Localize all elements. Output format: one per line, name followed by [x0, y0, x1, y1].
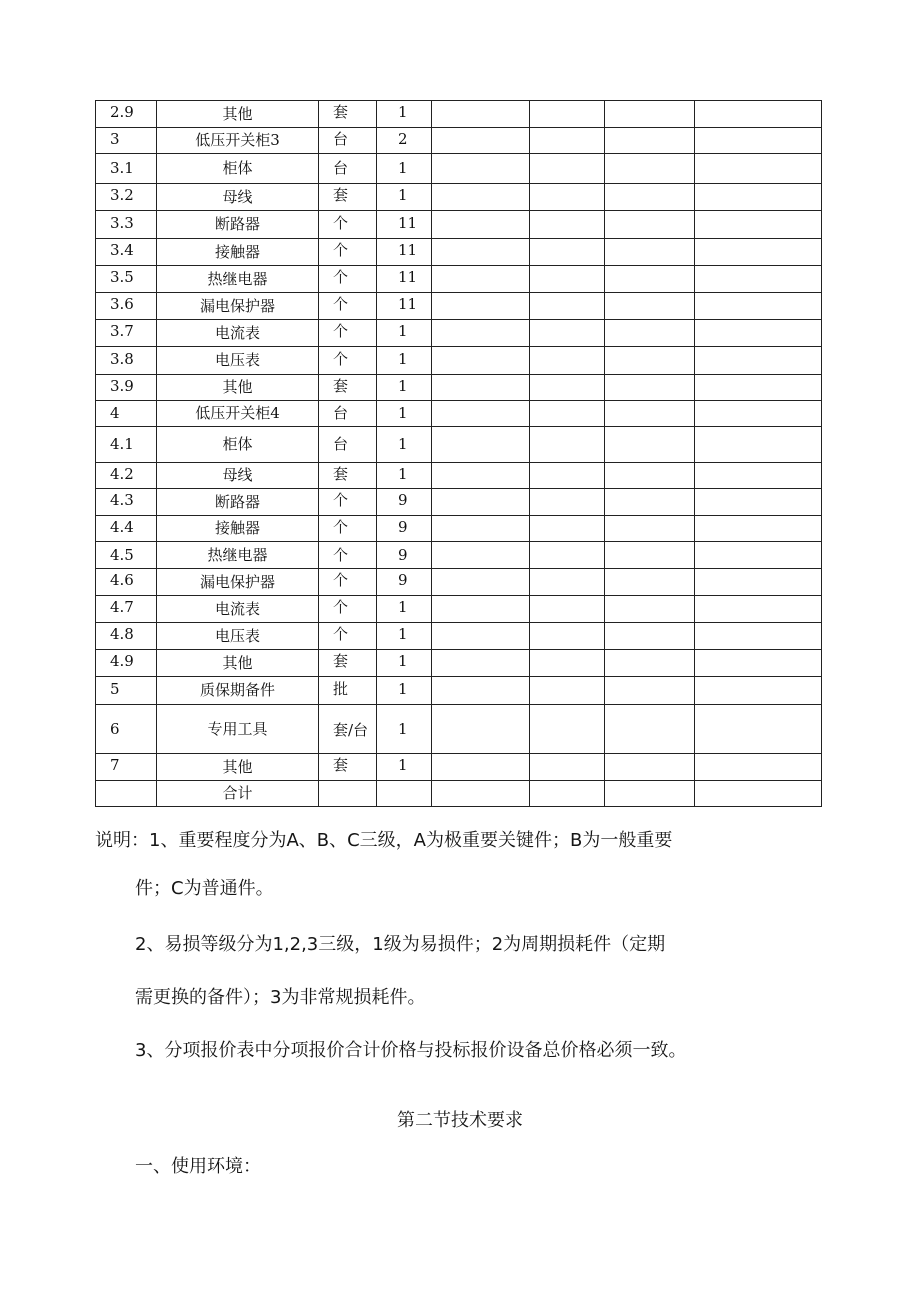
cell-empty	[605, 463, 695, 489]
cell-empty	[605, 375, 695, 401]
cell-empty	[432, 677, 530, 705]
cell-empty	[432, 463, 530, 489]
cell-item-name: 接触器	[157, 516, 319, 542]
cell-empty	[695, 347, 822, 375]
cell-empty	[530, 401, 605, 427]
cell-empty	[695, 293, 822, 320]
cell-unit: 台	[319, 128, 377, 154]
cell-empty	[432, 347, 530, 375]
table-row	[96, 754, 822, 781]
cell-item-name: 电压表	[157, 623, 319, 650]
table-row	[96, 542, 822, 569]
cell-empty	[605, 705, 695, 754]
subsection-heading: 一、使用环境：	[135, 1156, 261, 1177]
cell-empty	[432, 266, 530, 293]
table-row	[96, 489, 822, 516]
cell-empty	[695, 569, 822, 596]
cell-item-name: 柜体	[157, 427, 319, 463]
cell-unit: 个	[319, 320, 377, 347]
cell-item-no: 3.9	[96, 375, 157, 401]
cell-item-no: 4.6	[96, 569, 157, 596]
cell-item-no	[96, 781, 157, 807]
cell-quantity: 11	[377, 211, 432, 239]
cell-unit: 个	[319, 266, 377, 293]
cell-quantity: 11	[377, 239, 432, 266]
cell-empty	[530, 650, 605, 677]
cell-empty	[530, 516, 605, 542]
cell-unit: 个	[319, 211, 377, 239]
cell-unit: 个	[319, 516, 377, 542]
cell-empty	[530, 569, 605, 596]
cell-empty	[695, 542, 822, 569]
cell-empty	[530, 375, 605, 401]
cell-item-name: 合计	[157, 781, 319, 807]
cell-item-name: 断路器	[157, 489, 319, 516]
cell-item-name: 低压开关柜3	[157, 128, 319, 154]
cell-item-name: 漏电保护器	[157, 569, 319, 596]
cell-quantity: 1	[377, 463, 432, 489]
cell-unit: 批	[319, 677, 377, 705]
cell-empty	[432, 516, 530, 542]
cell-empty	[695, 781, 822, 807]
cell-empty	[432, 293, 530, 320]
cell-item-name: 其他	[157, 101, 319, 128]
cell-item-name: 低压开关柜4	[157, 401, 319, 427]
cell-quantity: 1	[377, 705, 432, 754]
cell-empty	[432, 239, 530, 266]
cell-item-no: 3.6	[96, 293, 157, 320]
cell-empty	[432, 623, 530, 650]
cell-empty	[695, 705, 822, 754]
cell-unit	[319, 781, 377, 807]
cell-quantity: 11	[377, 266, 432, 293]
cell-unit: 套	[319, 101, 377, 128]
cell-empty	[432, 375, 530, 401]
cell-empty	[530, 266, 605, 293]
cell-empty	[432, 401, 530, 427]
table-row	[96, 623, 822, 650]
cell-empty	[432, 128, 530, 154]
cell-empty	[695, 239, 822, 266]
cell-item-no: 2.9	[96, 101, 157, 128]
cell-empty	[605, 569, 695, 596]
cell-empty	[432, 650, 530, 677]
cell-item-no: 7	[96, 754, 157, 781]
cell-quantity: 1	[377, 754, 432, 781]
cell-quantity: 1	[377, 154, 432, 184]
cell-item-no: 4.1	[96, 427, 157, 463]
table-row	[96, 320, 822, 347]
cell-item-name: 母线	[157, 463, 319, 489]
cell-quantity	[377, 781, 432, 807]
cell-unit: 套/台	[319, 705, 377, 754]
cell-item-no: 3.2	[96, 184, 157, 211]
table-row	[96, 239, 822, 266]
cell-empty	[530, 596, 605, 623]
cell-unit: 台	[319, 401, 377, 427]
cell-quantity: 1	[377, 677, 432, 705]
cell-empty	[695, 211, 822, 239]
table-row	[96, 705, 822, 754]
cell-empty	[530, 489, 605, 516]
cell-empty	[605, 347, 695, 375]
cell-empty	[432, 754, 530, 781]
cell-empty	[530, 542, 605, 569]
cell-empty	[530, 623, 605, 650]
cell-empty	[605, 211, 695, 239]
cell-item-name: 质保期备件	[157, 677, 319, 705]
cell-empty	[605, 101, 695, 128]
cell-empty	[695, 516, 822, 542]
table-row	[96, 347, 822, 375]
cell-empty	[530, 154, 605, 184]
cell-unit: 个	[319, 489, 377, 516]
cell-item-name: 热继电器	[157, 542, 319, 569]
cell-empty	[695, 401, 822, 427]
cell-item-name: 电流表	[157, 320, 319, 347]
table-row	[96, 375, 822, 401]
cell-item-name: 电流表	[157, 596, 319, 623]
table-row	[96, 293, 822, 320]
cell-item-no: 3.7	[96, 320, 157, 347]
cell-item-name: 断路器	[157, 211, 319, 239]
cell-empty	[695, 320, 822, 347]
cell-empty	[695, 596, 822, 623]
cell-empty	[605, 401, 695, 427]
cell-item-no: 3.1	[96, 154, 157, 184]
cell-empty	[432, 211, 530, 239]
table-row	[96, 266, 822, 293]
cell-quantity: 1	[377, 347, 432, 375]
cell-empty	[605, 427, 695, 463]
table-row	[96, 184, 822, 211]
cell-empty	[605, 596, 695, 623]
cell-quantity: 1	[377, 650, 432, 677]
cell-empty	[695, 677, 822, 705]
cell-quantity: 1	[377, 427, 432, 463]
cell-empty	[695, 623, 822, 650]
table-row	[96, 596, 822, 623]
cell-item-name: 专用工具	[157, 705, 319, 754]
cell-unit: 个	[319, 239, 377, 266]
cell-item-name: 其他	[157, 754, 319, 781]
table-row	[96, 463, 822, 489]
cell-quantity: 1	[377, 401, 432, 427]
cell-empty	[530, 184, 605, 211]
note-line-3: 2、易损等级分为1,2,3三级，1级为易损件；2为周期损耗件（定期	[135, 934, 666, 955]
cell-item-name: 热继电器	[157, 266, 319, 293]
cell-empty	[432, 101, 530, 128]
cell-empty	[695, 375, 822, 401]
cell-quantity: 1	[377, 623, 432, 650]
cell-quantity: 9	[377, 489, 432, 516]
cell-quantity: 2	[377, 128, 432, 154]
cell-empty	[605, 489, 695, 516]
cell-empty	[432, 427, 530, 463]
cell-empty	[432, 781, 530, 807]
section-title: 第二节技术要求	[397, 1110, 523, 1131]
cell-empty	[695, 650, 822, 677]
cell-item-no: 5	[96, 677, 157, 705]
cell-unit: 个	[319, 293, 377, 320]
cell-unit: 个	[319, 569, 377, 596]
cell-quantity: 1	[377, 320, 432, 347]
cell-quantity: 9	[377, 569, 432, 596]
note-line-4: 需更换的备件）；3为非常规损耗件。	[135, 987, 426, 1008]
table-row	[96, 154, 822, 184]
cell-item-no: 3.8	[96, 347, 157, 375]
cell-empty	[605, 128, 695, 154]
cell-quantity: 9	[377, 516, 432, 542]
cell-item-name: 柜体	[157, 154, 319, 184]
cell-unit: 套	[319, 650, 377, 677]
cell-empty	[605, 542, 695, 569]
cell-empty	[605, 293, 695, 320]
cell-empty	[530, 347, 605, 375]
cell-item-no: 4	[96, 401, 157, 427]
cell-item-no: 3.3	[96, 211, 157, 239]
cell-item-name: 母线	[157, 184, 319, 211]
table-row	[96, 211, 822, 239]
table-row	[96, 569, 822, 596]
cell-unit: 个	[319, 347, 377, 375]
cell-empty	[530, 463, 605, 489]
cell-empty	[605, 266, 695, 293]
cell-empty	[530, 677, 605, 705]
cell-unit: 台	[319, 427, 377, 463]
cell-empty	[530, 427, 605, 463]
cell-empty	[530, 705, 605, 754]
cell-item-no: 4.5	[96, 542, 157, 569]
cell-empty	[695, 427, 822, 463]
cell-item-name: 接触器	[157, 239, 319, 266]
table-row	[96, 401, 822, 427]
cell-item-no: 4.9	[96, 650, 157, 677]
cell-empty	[432, 542, 530, 569]
table-row	[96, 516, 822, 542]
cell-item-no: 4.7	[96, 596, 157, 623]
cell-item-no: 4.2	[96, 463, 157, 489]
cell-item-no: 3.4	[96, 239, 157, 266]
cell-empty	[605, 239, 695, 266]
cell-quantity: 1	[377, 375, 432, 401]
cell-empty	[530, 754, 605, 781]
cell-unit: 个	[319, 542, 377, 569]
cell-empty	[695, 489, 822, 516]
cell-empty	[605, 781, 695, 807]
table-row	[96, 101, 822, 128]
cell-empty	[605, 677, 695, 705]
cell-unit: 套	[319, 184, 377, 211]
cell-item-name: 其他	[157, 375, 319, 401]
cell-item-no: 4.8	[96, 623, 157, 650]
cell-empty	[695, 184, 822, 211]
cell-quantity: 11	[377, 293, 432, 320]
cell-item-no: 6	[96, 705, 157, 754]
cell-unit: 套	[319, 463, 377, 489]
cell-item-no: 4.3	[96, 489, 157, 516]
cell-empty	[530, 211, 605, 239]
cell-item-no: 3.5	[96, 266, 157, 293]
cell-item-name: 电压表	[157, 347, 319, 375]
cell-quantity: 1	[377, 596, 432, 623]
cell-empty	[530, 239, 605, 266]
cell-empty	[530, 293, 605, 320]
table-row	[96, 781, 822, 807]
cell-empty	[530, 781, 605, 807]
cell-unit: 台	[319, 154, 377, 184]
cell-empty	[695, 154, 822, 184]
table-row	[96, 677, 822, 705]
cell-empty	[605, 184, 695, 211]
cell-empty	[432, 489, 530, 516]
cell-empty	[530, 128, 605, 154]
table-row	[96, 650, 822, 677]
cell-empty	[695, 101, 822, 128]
cell-item-name: 其他	[157, 650, 319, 677]
cell-unit: 个	[319, 596, 377, 623]
cell-empty	[605, 623, 695, 650]
note-line-5: 3、分项报价表中分项报价合计价格与投标报价设备总价格必须一致。	[135, 1040, 687, 1061]
cell-quantity: 1	[377, 184, 432, 211]
cell-empty	[432, 569, 530, 596]
cell-item-no: 4.4	[96, 516, 157, 542]
table-row	[96, 427, 822, 463]
cell-empty	[432, 596, 530, 623]
cell-empty	[530, 101, 605, 128]
quote-table	[95, 100, 822, 807]
cell-empty	[605, 154, 695, 184]
note-line-1: 说明：1、重要程度分为A、B、C三级，A为极重要关键件；B为一般重要	[95, 830, 673, 851]
cell-empty	[605, 650, 695, 677]
cell-empty	[605, 320, 695, 347]
cell-item-no: 3	[96, 128, 157, 154]
cell-unit: 套	[319, 375, 377, 401]
cell-unit: 个	[319, 623, 377, 650]
cell-empty	[695, 463, 822, 489]
cell-item-name: 漏电保护器	[157, 293, 319, 320]
cell-empty	[695, 128, 822, 154]
cell-empty	[695, 754, 822, 781]
note-line-2: 件；C为普通件。	[135, 878, 274, 899]
cell-unit: 套	[319, 754, 377, 781]
cell-empty	[432, 154, 530, 184]
cell-empty	[432, 320, 530, 347]
cell-empty	[530, 320, 605, 347]
cell-quantity: 1	[377, 101, 432, 128]
cell-empty	[605, 516, 695, 542]
cell-quantity: 9	[377, 542, 432, 569]
cell-empty	[605, 754, 695, 781]
cell-empty	[432, 184, 530, 211]
cell-empty	[432, 705, 530, 754]
cell-empty	[695, 266, 822, 293]
table-row	[96, 128, 822, 154]
